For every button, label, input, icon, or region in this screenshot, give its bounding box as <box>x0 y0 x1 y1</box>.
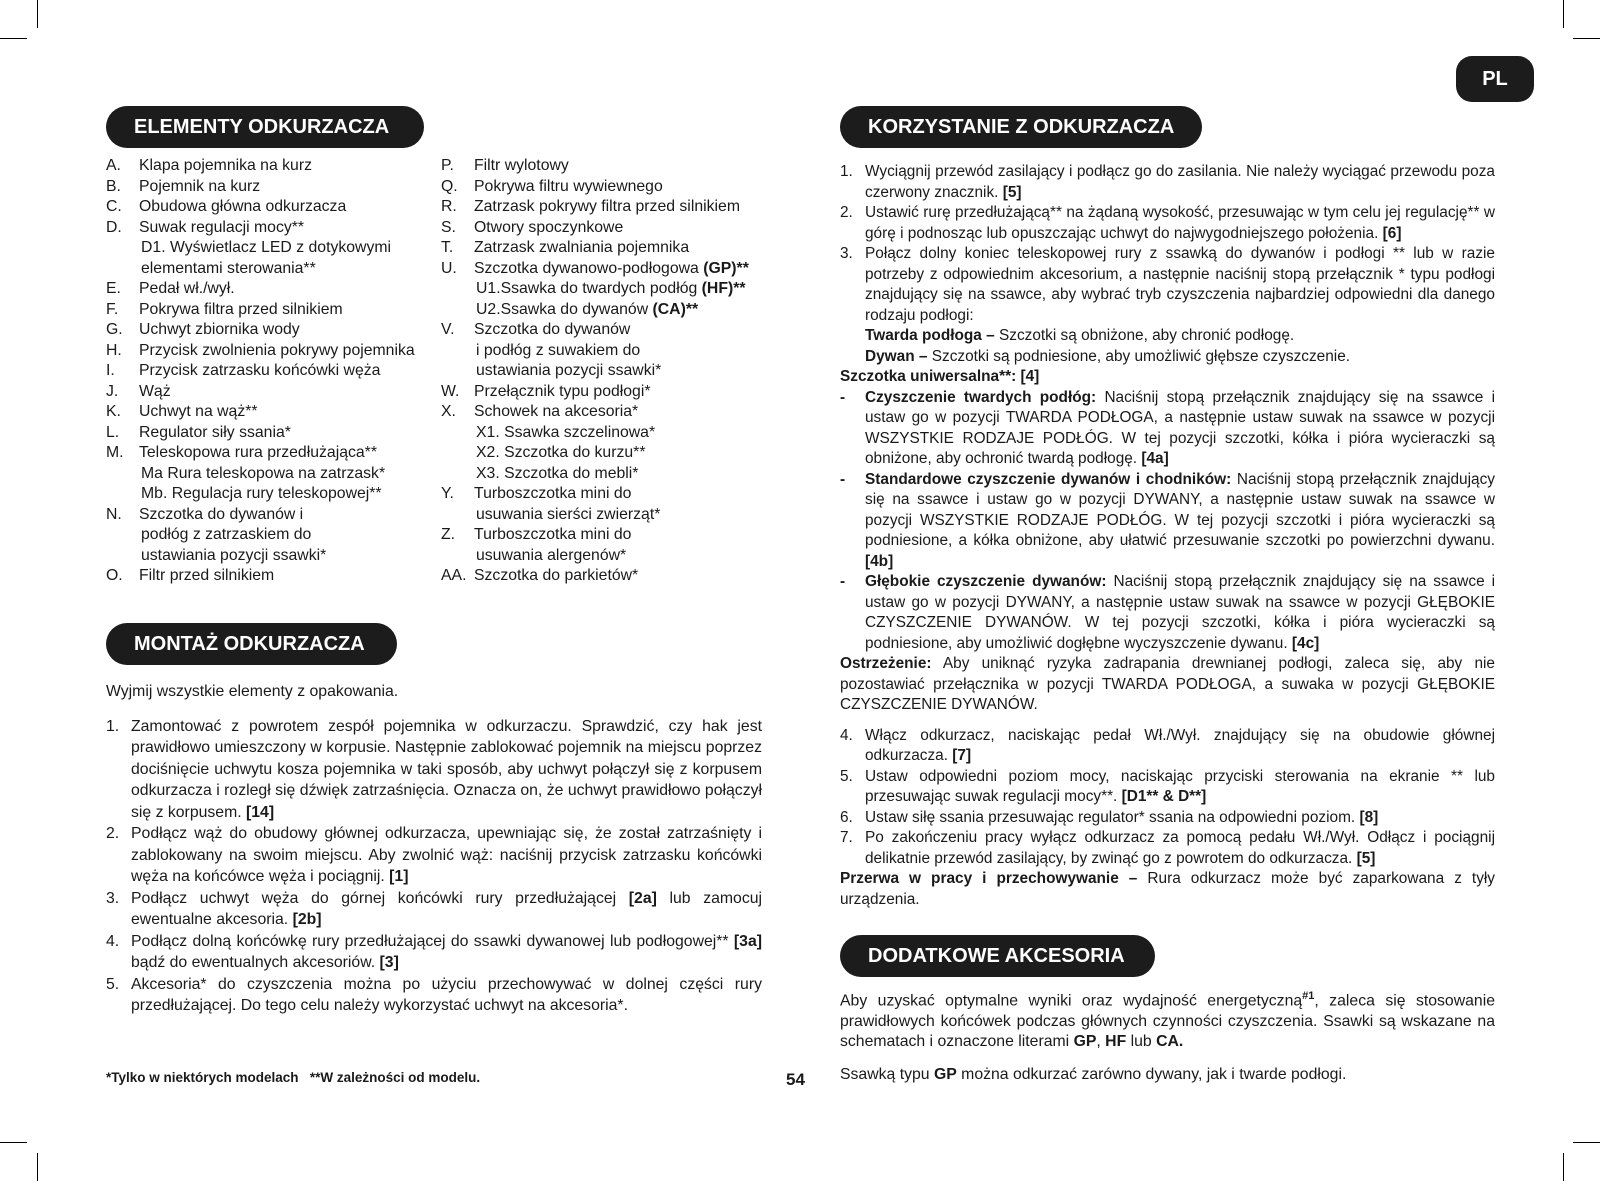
elements-list-col1 <box>106 156 436 587</box>
item-letter: Z. <box>441 526 456 543</box>
mode-label: Głębokie czyszczenie dywanów: <box>865 573 1107 590</box>
step-number: 1. <box>106 717 120 735</box>
list-item <box>106 156 436 177</box>
figure-ref: [D1** & D**] <box>1121 788 1207 805</box>
item-text: D1. Wyświetlacz LED z dotykowymi <box>141 239 392 256</box>
crop-mark <box>37 1153 38 1181</box>
numbered-step <box>840 203 1495 244</box>
item-text: X1. Ssawka szczelinowa* <box>476 423 656 441</box>
language-badge: PL <box>1456 56 1534 102</box>
storage-paragraph: Przerwa w pracy i przechowywanie – Rura odkurzacz może być zaparkowana z tyły urządzenia. <box>840 870 1496 908</box>
item-text: Pedał wł./wył. <box>139 280 235 297</box>
numbered-step <box>840 767 1495 808</box>
item-text: Uchwyt na wąż** <box>139 403 258 420</box>
item-text: i podłóg z suwakiem do <box>476 341 641 359</box>
figure-ref: [2a] <box>628 889 657 907</box>
bullet-dash: - <box>840 470 846 488</box>
item-text: ustawiania pozycji ssawki* <box>141 546 327 564</box>
item-letter: M. <box>106 444 124 461</box>
list-item <box>441 156 781 177</box>
numbered-step <box>106 931 762 974</box>
item-text: Suwak regulacji mocy** <box>139 218 305 236</box>
mode-label: Czyszczenie twardych podłóg: <box>865 388 1097 406</box>
list-item <box>106 177 436 198</box>
step-number: 2. <box>106 825 120 842</box>
numbered-step <box>106 974 762 1017</box>
list-item <box>441 423 781 444</box>
item-text: Turboszczotka mini do <box>474 485 632 502</box>
list-item <box>106 238 436 259</box>
numbered-step <box>840 244 1495 326</box>
step-text: Wyciągnij przewód zasilający i podłącz go do zasilania. Nie należy wyciągać przewodu poza czerwony znacznik. <box>865 163 1495 201</box>
item-text: Schowek na akcesoria* <box>474 403 639 420</box>
crop-mark <box>1563 1153 1564 1181</box>
item-text: Szczotka do dywanów i <box>139 505 304 523</box>
list-item <box>441 341 781 362</box>
figure-ref: [8] <box>1359 808 1379 826</box>
step-number: 7. <box>840 829 853 846</box>
cleaning-mode <box>840 572 1495 654</box>
item-letter: P. <box>441 157 454 174</box>
item-letter: X. <box>441 403 456 420</box>
item-text: podłóg z zatrzaskiem do <box>141 526 312 543</box>
accessories-paragraph-2: Ssawką typu GP można odkurzać zarówno dywany, jak i twarde podłogi. <box>840 1065 1347 1083</box>
list-item <box>106 218 436 239</box>
item-text: U2.Ssawka do dywanów <box>476 300 649 318</box>
section-heading-elements: ELEMENTY ODKURZACZA <box>106 106 424 148</box>
list-item <box>441 464 781 485</box>
figure-ref: [1] <box>389 868 409 885</box>
item-letter: R. <box>441 198 457 215</box>
step-text: Połącz dolny koniec teleskopowej rury z ssawką do dywanów i podłogi ** lub w razie potrzeby z odpowiednim akcesorium, a następnie naciśnij stopą przełącznik * typu podłogi znajdujący się na ssawce, aby wybrać tryb czyszczenia najbardziej odpowiedni dla danego rodzaju podłogi: <box>865 245 1495 324</box>
crop-mark <box>1573 38 1600 39</box>
section-heading-accessories: DODATKOWE AKCESORIA <box>840 935 1155 977</box>
list-item <box>441 484 781 505</box>
step-text: lub zamocuj ewentualne akcesoria. <box>131 889 763 928</box>
list-item <box>106 484 436 505</box>
item-letter: J. <box>106 382 119 400</box>
numbered-step <box>106 888 762 931</box>
list-item <box>441 197 781 218</box>
item-letter: U. <box>441 259 457 277</box>
bullet-dash: - <box>840 388 846 406</box>
item-letter: O. <box>106 567 123 584</box>
bullet-dash: - <box>840 573 846 590</box>
list-item <box>441 320 781 341</box>
numbered-step <box>840 162 1495 203</box>
accessories-body <box>840 986 1495 1085</box>
list-item <box>106 505 436 526</box>
list-item <box>441 259 781 280</box>
list-item <box>441 505 781 526</box>
item-text: elementami sterowania** <box>141 259 316 277</box>
list-item <box>441 566 781 587</box>
item-letter: AA. <box>441 567 467 584</box>
elements-list-col2 <box>441 156 781 587</box>
list-item <box>106 382 436 403</box>
item-text: ustawiania pozycji ssawki* <box>476 362 662 379</box>
item-text: Obudowa główna odkurzacza <box>139 198 347 215</box>
mode-text: Naciśnij stopą przełącznik znajdujący się na ssawce i ustaw go w pozycji DYWANY, a następnie ustaw suwak na ssawce w pozycji GŁĘBOKIE CZYSZCZENIE DYWANÓW. W tej pozycji szczotki, kółka i pióra wycieraczki są podniesione, aby umożliwić dogłębne wyczyszczenie dywanu. <box>865 573 1496 652</box>
list-item <box>441 443 781 464</box>
step-number: 3. <box>840 245 853 262</box>
step-number: 5. <box>106 975 120 993</box>
usage-body <box>840 162 1495 910</box>
figure-ref: [2b] <box>292 911 322 928</box>
item-text: X3. Szczotka do mebli* <box>476 464 639 482</box>
item-text: Pokrywa filtru wywiewnego <box>474 177 663 195</box>
item-text: Uchwyt zbiornika wody <box>139 321 300 338</box>
numbered-step <box>840 726 1495 767</box>
universal-brush-line: Szczotka uniwersalna**: [4] <box>840 368 1040 385</box>
item-text: usuwania sierści zwierząt* <box>476 505 661 523</box>
step-number: 5. <box>840 767 853 785</box>
step-text: Akcesoria* do czyszczenia można po użyciu przechowywać w dolnej części rury przedłużającej. Do tego celu należy wykorzystać uchwyt na akcesoria*. <box>131 975 762 1014</box>
section-heading-assembly: MONTAŻ ODKURZACZA <box>106 623 397 665</box>
item-letter: Y. <box>441 485 454 502</box>
list-item <box>441 279 781 300</box>
item-letter: L. <box>106 423 120 441</box>
page-number: 54 <box>786 1070 805 1089</box>
item-text: Ma Rura teleskopowa na zatrzask* <box>141 464 386 482</box>
item-text: Zatrzask pokrywy filtra przed silnikiem <box>474 198 740 215</box>
figure-ref: [4a] <box>1141 450 1169 467</box>
item-code: (CA)** <box>652 300 699 318</box>
step-text: Ustaw siłę ssania przesuwając regulator* ssania na odpowiedni poziom. <box>865 808 1356 826</box>
crop-mark <box>0 38 27 39</box>
list-item <box>106 341 436 362</box>
numbered-step <box>106 823 762 888</box>
section-heading-usage: KORZYSTANIE Z ODKURZACZA <box>840 106 1202 148</box>
mode-text: Naciśnij stopą przełącznik znajdujący się na ssawce i ustaw go w pozycji TWARDA PODŁOGA, a następnie ustaw suwak na ssawce w pozycji WSZYSTKIE RODZAJE PODŁÓG. W tej pozycji szczotki, kółka i pióra wycieraczki są obniżone, aby ochronić twardą podłogę. <box>865 388 1496 467</box>
step-text: bądź do ewentualnych akcesoriów. <box>131 954 376 971</box>
carpet-line: Dywan – Szczotki są podniesione, aby umożliwić głębsze czyszczenie. <box>865 347 1351 365</box>
list-item <box>106 423 436 444</box>
mode-text: Naciśnij stopą przełącznik znajdujący się na ssawce i ustaw go w pozycji DYWANY, a następnie ustaw suwak na ssawce w pozycji WSZYSTKIE RODZAJE PODŁÓG. W tej pozycji szczotki i pióra wycieraczki są podniesione, a kółka obniżone, aby ułatwić przesuwanie szczotki po powierzchni dywanu. <box>865 470 1495 549</box>
item-letter: G. <box>106 321 123 338</box>
item-text: Przycisk zwolnienia pokrywy pojemnika <box>139 341 415 359</box>
item-text: Szczotka do parkietów* <box>474 567 639 584</box>
item-text: Szczotka dywanowo-podłogowa <box>474 259 699 277</box>
item-letter: K. <box>106 403 121 420</box>
crop-mark <box>0 1142 27 1143</box>
cleaning-mode <box>840 388 1495 470</box>
item-text: Klapa pojemnika na kurz <box>139 157 312 174</box>
item-text: Filtr wylotowy <box>474 157 569 174</box>
list-item <box>106 279 436 300</box>
item-letter: Q. <box>441 177 458 195</box>
step-text: Zamontować z powrotem zespół pojemnika w odkurzaczu. Sprawdzić, czy hak jest prawidłowo umieszczony w korpusie. Następnie zablokować pojemnik na miejscu poprzez dociśnięcie uchwytu kosza pojemnika w taki sposób, aby uchwyt połączył się z korpusem odkurzacza i rozległ się dźwięk zatrzaśnięcia. Oznacza on, że uchwyt prawidłowo połączył się z korpusem. <box>131 717 762 821</box>
figure-ref: [5] <box>1002 183 1022 201</box>
item-letter: C. <box>106 198 122 215</box>
item-text: Mb. Regulacja rury teleskopowej** <box>141 485 382 502</box>
figure-ref: [14] <box>246 803 275 821</box>
item-text: usuwania alergenów* <box>476 546 627 564</box>
list-item <box>106 259 436 280</box>
item-text: Regulator siły ssania* <box>139 423 291 441</box>
step-number: 3. <box>106 889 120 907</box>
list-item <box>106 197 436 218</box>
list-item <box>441 218 781 239</box>
numbered-step <box>840 828 1495 869</box>
accessories-paragraph-1: Aby uzyskać optymalne wyniki oraz wydajność energetyczną$^{\#1}$, zaleca się stosowanie prawidłowych końcówek podczas głównych czynności czyszczenia. Ssawki są wskazane na schematach i oznaczone literami GP, HF lub CA. <box>840 990 1495 1051</box>
list-item <box>441 402 781 423</box>
item-text: Teleskopowa rura przedłużająca** <box>139 444 377 461</box>
list-item <box>441 525 781 546</box>
item-letter: H. <box>106 341 122 359</box>
item-letter: I. <box>106 362 115 379</box>
step-text: Podłącz uchwyt węża do górnej końcówki rury przedłużającej <box>131 889 617 907</box>
step-text: Podłącz dolną końcówkę rury przedłużającej do ssawki dywanowej lub podłogowej** <box>131 932 729 950</box>
item-text: Turboszczotka mini do <box>474 526 632 543</box>
assembly-intro: Wyjmij wszystkie elementy z opakowania. <box>106 683 399 700</box>
list-item <box>106 361 436 382</box>
item-letter: W. <box>441 382 460 400</box>
hard-floor-line: Twarda podłoga – Szczotki są obniżone, aby chronić podłogę. <box>865 327 1295 344</box>
list-item <box>441 177 781 198</box>
list-item <box>441 300 781 321</box>
item-text: Filtr przed silnikiem <box>139 567 275 584</box>
figure-ref: [3] <box>379 954 399 971</box>
crop-mark <box>37 0 38 28</box>
item-text: Szczotka do dywanów <box>474 321 631 338</box>
figure-ref: [4b] <box>865 552 894 570</box>
step-number: 4. <box>106 932 120 950</box>
list-item <box>441 238 781 259</box>
crop-mark <box>1573 1142 1600 1143</box>
step-number: 2. <box>840 204 853 221</box>
item-text: Otwory spoczynkowe <box>474 218 624 236</box>
item-text: Przełącznik typu podłogi* <box>474 382 651 400</box>
step-number: 6. <box>840 808 853 826</box>
list-item <box>441 382 781 403</box>
item-text: Wąż <box>139 382 171 400</box>
item-letter: E. <box>106 280 121 297</box>
footnote: *Tylko w niektórych modelach **W zależności od modelu. <box>106 1070 481 1085</box>
numbered-step <box>106 716 762 824</box>
item-letter: A. <box>106 157 121 174</box>
step-text: Po zakończeniu pracy wyłącz odkurzacz za pomocą pedału Wł./Wył. Odłącz i pociągnij delikatnie przewód zasilający, by zwinąć go z powrotem do odkurzacza. <box>865 829 1495 867</box>
list-item <box>106 300 436 321</box>
item-letter: F. <box>106 300 119 318</box>
item-letter: T. <box>441 239 454 256</box>
item-letter: B. <box>106 177 121 195</box>
list-item <box>106 402 436 423</box>
step-number: 4. <box>840 726 853 744</box>
step-text: Ustaw odpowiedni poziom mocy, naciskając przyciski sterowania na ekranie ** lub przesuwając suwak regulacji mocy**. <box>865 767 1495 805</box>
cleaning-mode <box>840 470 1495 573</box>
mode-label: Standardowe czyszczenie dywanów i chodników: <box>865 470 1232 488</box>
numbered-step <box>840 808 1495 829</box>
assembly-body <box>106 681 762 1017</box>
list-item <box>106 546 436 567</box>
item-text: Zatrzask zwalniania pojemnika <box>474 239 690 256</box>
item-text: Przycisk zatrzasku końcówki węża <box>139 362 381 379</box>
step-text: Podłącz wąż do obudowy głównej odkurzacza, upewniając się, że został zatrzaśnięty i zablokowany na swoim miejscu. Aby zwolnić wąż: naciśnij przycisk zatrzasku końcówki węża na końcówce węża i pociągnij. <box>131 825 762 885</box>
figure-ref: [3a] <box>733 932 762 950</box>
figure-ref: [4c] <box>1291 634 1320 652</box>
step-text: Ustawić rurę przedłużającą** na żądaną wysokość, przesuwając w tym celu jej regulację** w górę i podnosząc lub opuszczając uchwyt do najwygodniejszego położenia. <box>865 204 1495 242</box>
list-item <box>106 320 436 341</box>
list-item <box>106 525 436 546</box>
item-text: X2. Szczotka do kurzu** <box>476 444 646 461</box>
item-text: Pokrywa filtra przed silnikiem <box>139 300 343 318</box>
list-item <box>441 361 781 382</box>
list-item <box>106 464 436 485</box>
figure-ref: [5] <box>1356 849 1376 867</box>
item-code: (HF)** <box>701 280 746 297</box>
item-letter: D. <box>106 218 122 236</box>
item-letter: V. <box>441 321 455 338</box>
step-number: 1. <box>840 163 853 180</box>
crop-mark <box>1563 0 1564 28</box>
warning-paragraph: Ostrzeżenie: Aby uniknąć ryzyka zadrapania drewnianej podłogi, zaleca się, aby nie pozostawiać przełącznika w pozycji TWARDA PODŁOGA, a suwaka w pozycji GŁĘBOKIE CZYSZCZENIE DYWANÓW. <box>840 655 1495 713</box>
item-letter: N. <box>106 505 122 523</box>
figure-ref: [7] <box>952 747 972 764</box>
list-item <box>106 443 436 464</box>
figure-ref: [6] <box>1382 224 1402 242</box>
item-text: U1.Ssawka do twardych podłóg <box>476 280 698 297</box>
item-letter: S. <box>441 218 456 236</box>
step-text: Włącz odkurzacz, naciskając pedał Wł./Wył. znajdujący się na obudowie głównej odkurzacza. <box>865 726 1495 764</box>
list-item <box>441 546 781 567</box>
list-item <box>106 566 436 587</box>
item-text: Pojemnik na kurz <box>139 177 261 195</box>
item-code: (GP)** <box>703 259 749 277</box>
